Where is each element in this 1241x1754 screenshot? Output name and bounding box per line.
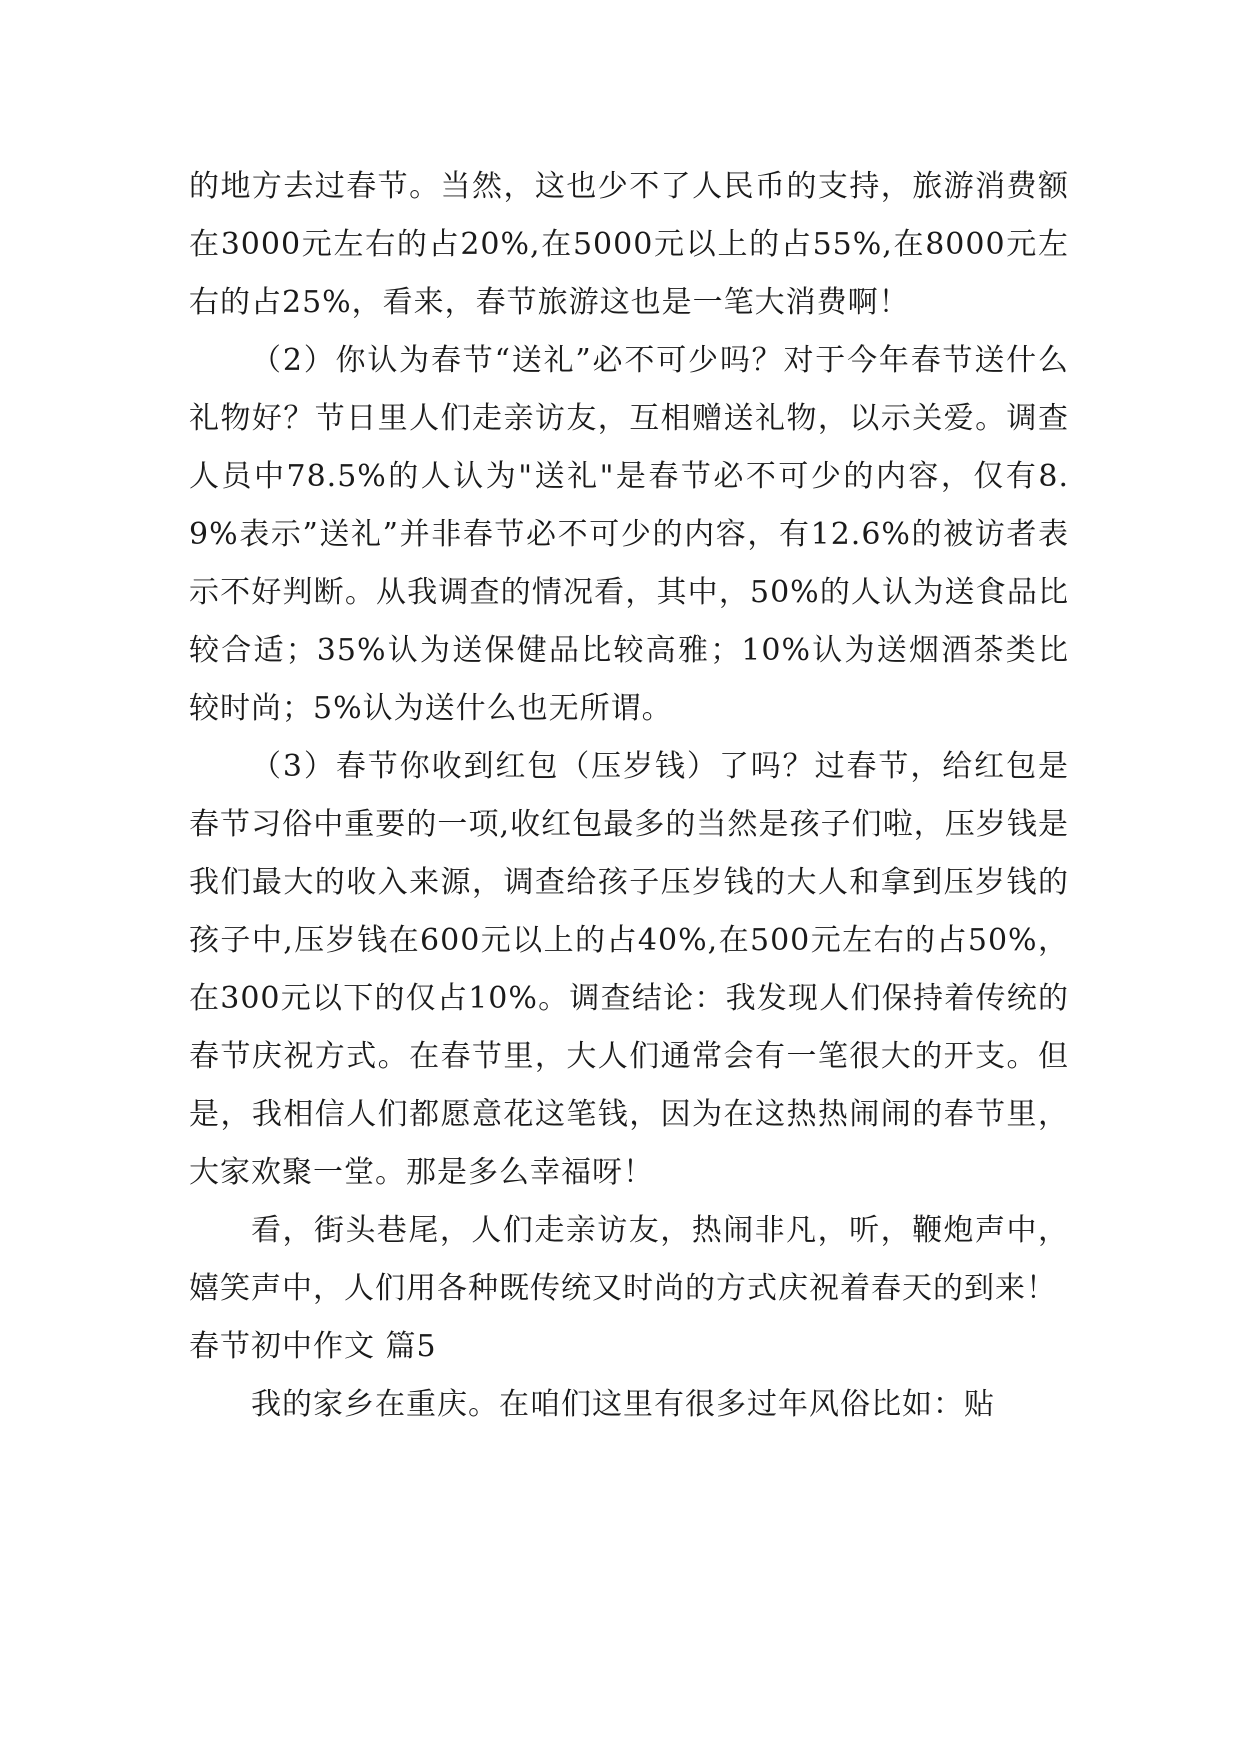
document-page bbox=[189, 158, 1069, 1434]
paragraph-hometown: 我的家乡在重庆。在咱们这里有很多过年风俗比如：贴 bbox=[251, 1387, 995, 1422]
paragraph-street-scene: 看，街头巷尾，人们走亲访友，热闹非凡，听，鞭炮声中，嬉笑声中，人们用各种既传统又时尚的方式庆祝着春天的到来！ bbox=[189, 1213, 1069, 1306]
section-heading: 春节初中作文 篇5 bbox=[189, 1329, 437, 1364]
paragraph-red-envelope-survey: （3）春节你收到红包（压岁钱）了吗？过春节，给红包是春节习俗中重要的一项,收红包最多的当然是孩子们啦，压岁钱是我们最大的收入来源，调查给孩子压岁钱的大人和拿到压岁钱的孩子中,压岁钱在600元以上的占40%,在500元左右的占50%，在300元以下的仅占10%。调查结论：我发现人们保持着传统的春节庆祝方式。在春节里，大人们通常会有一笔很大的开支。但是，我相信人们都愿意花这笔钱，因为在这热热闹闹的春节里，大家欢聚一堂。那是多么幸福呀！ bbox=[189, 749, 1069, 1190]
paragraph-gift-survey: （2）你认为春节“送礼”必不可少吗？对于今年春节送什么礼物好？节日里人们走亲访友，互相赠送礼物，以示关爱。调查人员中78.5%的人认为"送礼"是春节必不可少的内容，仅有8.9%表示”送礼”并非春节必不可少的内容，有12.6%的被访者表示不好判断。从我调查的情况看，其中，50%的人认为送食品比较合适；35%认为送保健品比较高雅；10%认为送烟酒茶类比较时尚；5%认为送什么也无所谓。 bbox=[189, 343, 1069, 726]
paragraph-travel-spending: 的地方去过春节。当然，这也少不了人民币的支持，旅游消费额在3000元左右的占20%,在5000元以上的占55%,在8000元左右的占25%，看来，春节旅游这也是一笔大消费啊！ bbox=[189, 169, 1069, 320]
